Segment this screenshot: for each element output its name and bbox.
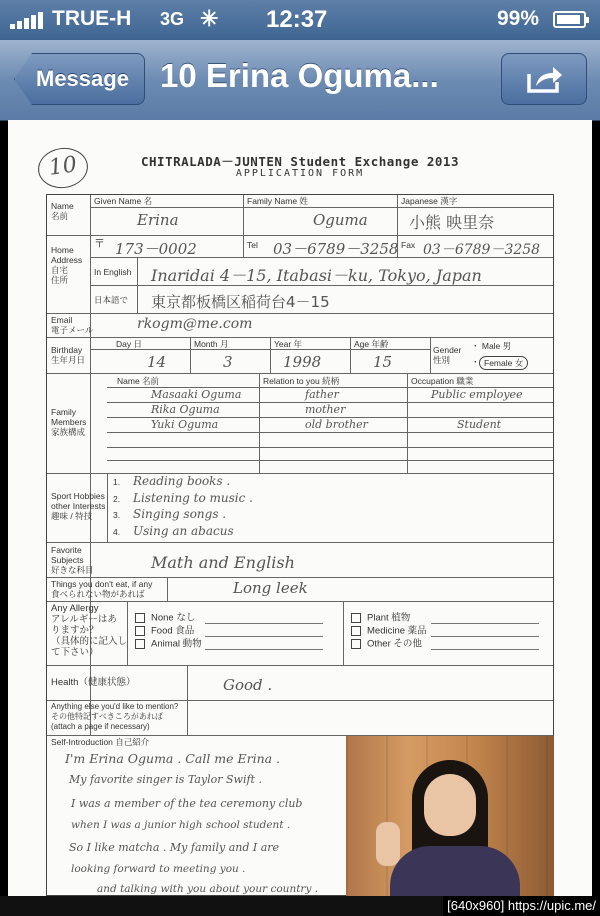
navigation-bar xyxy=(0,40,600,121)
address-japanese-value: 東京都板橋区稲荷台4－15 xyxy=(151,293,330,311)
status-bar xyxy=(0,0,600,40)
form-title: CHITRALADA－JUNTEN Student Exchange 2013 xyxy=(141,154,459,169)
hobby-1-text: Reading books . xyxy=(133,474,231,488)
image-host-caption: [640x960] https://upic.me/ xyxy=(443,896,600,916)
label-email: Email 電子メール xyxy=(51,315,94,335)
allergy-medicine-option[interactable] xyxy=(351,626,427,637)
allergy-other-label: Other その他 xyxy=(367,638,422,650)
label-anything-else: Anything else you'd like to mention? その他特記すべきころがあれば (attach a page if necessary) xyxy=(51,702,179,731)
label-year: Year 年 xyxy=(274,339,303,349)
address-english-value: Inaridai 4－15, Itabasi－ku, Tokyo, Japan xyxy=(151,266,482,285)
label-name: Name 名前 xyxy=(51,201,74,221)
allergy-none-option[interactable] xyxy=(135,613,195,624)
label-family-members: Family Members 家族構成 xyxy=(51,407,87,437)
label-relation-col: Relation to you 続柄 xyxy=(263,376,340,386)
carrier-name: TRUE-H xyxy=(52,7,132,30)
label-in-english: In English xyxy=(94,267,132,277)
back-button[interactable] xyxy=(14,53,145,105)
allergy-other-option[interactable] xyxy=(351,639,422,650)
share-icon xyxy=(526,64,564,94)
label-postal-mark: 〒 xyxy=(94,238,105,250)
label-age: Age 年齢 xyxy=(354,339,389,349)
label-month: Month 月 xyxy=(194,339,229,349)
age-value: 15 xyxy=(373,353,393,371)
self-intro-line-4: when I was a junior high school student . xyxy=(71,819,291,831)
battery-charging-icon xyxy=(553,11,586,28)
label-allergy: Any Allergy アレルギーはあ りますか？ （具体的に記入し て下さい） xyxy=(51,603,128,658)
hobby-2-number: 2. xyxy=(113,494,121,504)
self-intro-line-3: I was a member of the tea ceremony club xyxy=(71,797,303,810)
tel-value: 03－6789－3258 xyxy=(273,240,399,258)
label-japanese: Japanese 漢字 xyxy=(401,196,458,206)
label-family-name-col: Name 名前 xyxy=(117,376,160,386)
self-intro-line-7: and talking with you about your country . xyxy=(97,883,319,895)
allergy-animal-option[interactable] xyxy=(135,639,202,650)
back-button-label: Message xyxy=(36,66,129,91)
applicant-photo xyxy=(346,736,554,896)
hobby-1-number: 1. xyxy=(113,477,121,487)
label-in-japanese: 日本語で xyxy=(94,295,129,305)
label-fax: Fax xyxy=(401,240,416,250)
family-member-3-occupation: Student xyxy=(457,418,502,431)
label-hobbies: Sport Hobbies other Interests 趣味 / 特技 xyxy=(51,491,106,521)
health-value: Good . xyxy=(223,676,273,694)
family-member-2-relation: mother xyxy=(305,403,346,416)
allergy-food-label: Food 食品 xyxy=(151,625,195,637)
label-self-introduction: Self-Introduction 自己紹介 xyxy=(51,737,150,747)
allergy-medicine-label: Medicine 薬品 xyxy=(367,625,427,637)
self-intro-line-5: So I like matcha . My family and I are xyxy=(69,841,280,854)
allergy-plant-option[interactable] xyxy=(351,613,410,624)
hobby-4-number: 4. xyxy=(113,527,121,537)
family-name-value: Oguma xyxy=(313,211,368,229)
email-value: rkogm@me.com xyxy=(137,316,253,332)
hobby-2-text: Listening to music . xyxy=(133,491,253,505)
network-type: 3G xyxy=(160,9,185,29)
page-title: 10 Erina Oguma... xyxy=(160,57,439,94)
birth-year-value: 1998 xyxy=(283,353,322,371)
family-member-3-relation: old brother xyxy=(305,418,368,431)
label-occupation-col: Occupation 職業 xyxy=(411,376,474,386)
label-gender: Gender 性別 xyxy=(433,345,462,365)
self-intro-line-1: I'm Erina Oguma . Call me Erina . xyxy=(65,751,281,766)
hobby-3-text: Singing songs . xyxy=(133,507,227,521)
label-favorite-subjects: Favorite Subjects 好きな科目 xyxy=(51,545,94,575)
label-tel: Tel xyxy=(247,240,258,250)
hobby-3-number: 3. xyxy=(113,510,121,520)
allergy-plant-label: Plant 植物 xyxy=(367,612,411,624)
things-not-eat-value: Long leek xyxy=(233,579,308,597)
family-member-3-name: Yuki Oguma xyxy=(151,418,219,431)
fax-value: 03－6789－3258 xyxy=(423,242,541,258)
gender-male-option: ・ Male 男 xyxy=(471,341,512,351)
attachment-document[interactable] xyxy=(8,120,592,896)
label-given-name: Given Name 名 xyxy=(94,196,153,206)
allergy-animal-label: Animal 動物 xyxy=(151,638,202,650)
share-button[interactable] xyxy=(501,53,587,105)
given-name-value: Erina xyxy=(137,211,179,229)
label-family-name: Family Name 姓 xyxy=(247,196,308,206)
postal-code-value: 173－0002 xyxy=(115,240,197,258)
family-member-2-name: Rika Oguma xyxy=(151,403,220,416)
family-member-1-relation: father xyxy=(305,388,339,401)
family-member-1-occupation: Public employee xyxy=(431,388,523,401)
signal-strength-icon xyxy=(10,12,43,29)
gender-female-bullet: ・ xyxy=(471,357,480,367)
allergy-none-label: None なし xyxy=(151,612,196,624)
activity-spinner-icon: ✳ xyxy=(200,6,219,31)
self-intro-line-2: My favorite singer is Taylor Swift . xyxy=(69,773,262,786)
allergy-food-option[interactable] xyxy=(135,626,194,637)
birth-day-value: 14 xyxy=(147,353,167,371)
gender-female-option-circled: Female 女 xyxy=(479,356,528,370)
label-things-not-eat: Things you don't eat, if any 食べられない物があれば xyxy=(51,579,153,599)
battery-percent: 99% xyxy=(497,7,540,30)
label-health: Health（健康状態） xyxy=(51,677,136,688)
status-time: 12:37 xyxy=(266,6,328,33)
birth-month-value: 3 xyxy=(223,353,233,371)
label-home-address: Home Address 自宅 住所 xyxy=(51,245,83,285)
self-intro-line-6: looking forward to meeting you . xyxy=(71,863,246,875)
form-number: 10 xyxy=(47,152,79,181)
japanese-name-value: 小熊 映里奈 xyxy=(409,213,495,232)
form-subtitle: APPLICATION FORM xyxy=(235,168,365,179)
favorite-subjects-value: Math and English xyxy=(151,553,295,572)
label-day: Day 日 xyxy=(116,339,142,349)
hobby-4-text: Using an abacus xyxy=(133,524,234,538)
label-birthday: Birthday 生年月日 xyxy=(51,345,86,365)
family-member-1-name: Masaaki Oguma xyxy=(151,388,242,401)
